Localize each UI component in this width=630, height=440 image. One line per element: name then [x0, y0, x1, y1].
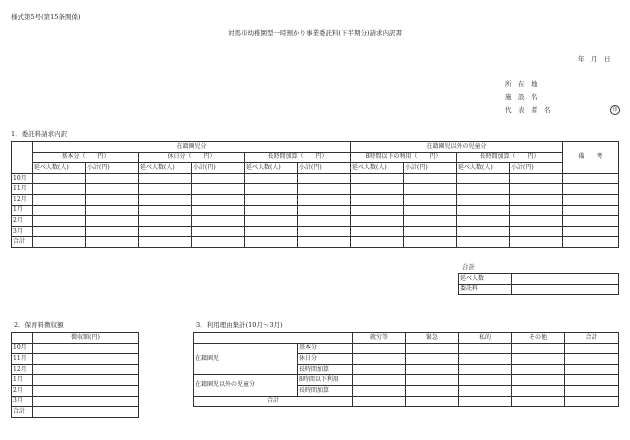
entry-cell[interactable]: [139, 184, 192, 195]
entry-cell[interactable]: [457, 226, 510, 237]
entry-cell[interactable]: [353, 396, 406, 407]
page-title: 対馬市幼稚園型一時預かり事業委託料(下半期分)請求内訳書: [227, 29, 403, 37]
entry-cell[interactable]: [245, 184, 298, 195]
entry-cell[interactable]: [353, 385, 406, 396]
summary-fee-label: 委託料: [459, 284, 512, 295]
entry-cell[interactable]: [563, 205, 619, 216]
entry-cell[interactable]: [353, 354, 406, 365]
entry-cell[interactable]: [139, 173, 192, 184]
row-label: 休日分: [298, 354, 353, 365]
entry-cell[interactable]: [510, 194, 563, 205]
entry-cell[interactable]: [33, 184, 86, 195]
entry-cell[interactable]: [139, 194, 192, 205]
col-emergency: 緊急: [406, 333, 459, 344]
row-label: 8時間以下利用: [298, 375, 353, 386]
form-number: 様式第5号(第15条関係): [11, 13, 81, 21]
entry-cell[interactable]: [139, 237, 192, 248]
remarks-header: 備 考: [563, 142, 619, 174]
entry-cell[interactable]: [86, 237, 139, 248]
entry-cell[interactable]: [565, 396, 619, 407]
persons-header: 延べ人数(人): [33, 163, 86, 174]
entry-cell[interactable]: [457, 216, 510, 227]
entry-cell[interactable]: [139, 226, 192, 237]
entry-cell[interactable]: [565, 385, 619, 396]
entry-cell[interactable]: [86, 216, 139, 227]
summary-table: [458, 273, 619, 295]
entry-cell[interactable]: [563, 173, 619, 184]
summary-fee-value[interactable]: [512, 284, 619, 295]
table-row: [12, 354, 139, 365]
extended-header: 長時間加算（ 円）: [245, 152, 351, 163]
enrolled-header: 在籍園児分: [33, 142, 351, 153]
entry-cell[interactable]: [510, 216, 563, 227]
entry-cell[interactable]: [459, 385, 512, 396]
entry-cell[interactable]: [192, 194, 245, 205]
entry-cell[interactable]: [512, 396, 565, 407]
entry-cell[interactable]: [351, 194, 404, 205]
month-label: 2月: [12, 216, 33, 227]
entry-cell[interactable]: [33, 375, 139, 386]
entry-cell[interactable]: [192, 184, 245, 195]
entry-cell[interactable]: [457, 237, 510, 248]
address-label: 所 在 地: [505, 80, 538, 88]
corner-cell: [194, 333, 353, 344]
collected-header: 徴収額(円): [33, 333, 139, 344]
under8-header: 8時間以下の利用（ 円）: [351, 152, 457, 163]
basic-header: 基本分（ 円）: [33, 152, 139, 163]
entry-cell[interactable]: [298, 173, 351, 184]
month-label: 10月: [12, 343, 33, 354]
entry-cell[interactable]: [565, 343, 619, 354]
enrolled-group: 在籍園児: [194, 343, 298, 375]
month-label: 合計: [12, 237, 33, 248]
section1-heading: 1．委託料請求内訳: [11, 130, 68, 138]
entry-cell[interactable]: [510, 237, 563, 248]
entry-cell[interactable]: [33, 385, 139, 396]
entry-cell[interactable]: [563, 184, 619, 195]
entry-cell[interactable]: [298, 216, 351, 227]
date-field: 年 月 日: [578, 55, 611, 63]
col-private: 私的: [459, 333, 512, 344]
month-label: 合計: [12, 407, 33, 418]
entry-cell[interactable]: [404, 173, 457, 184]
table-row: [12, 343, 139, 354]
table-row: [12, 364, 139, 375]
entry-cell[interactable]: [33, 354, 139, 365]
persons-header: 延べ人数(人): [351, 163, 404, 174]
entry-cell[interactable]: [563, 226, 619, 237]
entry-cell[interactable]: [459, 375, 512, 386]
entry-cell[interactable]: [406, 385, 459, 396]
table-row: [12, 184, 619, 195]
month-label: 1月: [12, 205, 33, 216]
subtotal-header: 小計(円): [192, 163, 245, 174]
corner-cell: [12, 142, 33, 174]
table-row: [12, 194, 619, 205]
entry-cell[interactable]: [351, 205, 404, 216]
row-label: 長時間加算: [298, 364, 353, 375]
fee-breakdown-table: [11, 141, 619, 248]
table-row: [12, 205, 619, 216]
entry-cell[interactable]: [86, 184, 139, 195]
entry-cell[interactable]: [298, 237, 351, 248]
representative-label: 代 表 者 名: [505, 106, 551, 114]
entry-cell[interactable]: [351, 173, 404, 184]
entry-cell[interactable]: [353, 343, 406, 354]
entry-cell[interactable]: [563, 194, 619, 205]
month-label: 3月: [12, 396, 33, 407]
entry-cell[interactable]: [86, 226, 139, 237]
entry-cell[interactable]: [512, 354, 565, 365]
entry-cell[interactable]: [404, 226, 457, 237]
entry-cell[interactable]: [406, 375, 459, 386]
entry-cell[interactable]: [563, 216, 619, 227]
entry-cell[interactable]: [245, 205, 298, 216]
entry-cell[interactable]: [565, 354, 619, 365]
entry-cell[interactable]: [406, 396, 459, 407]
section2-heading: 2．保育料徴収額: [14, 321, 64, 329]
entry-cell[interactable]: [510, 226, 563, 237]
subtotal-header: 小計(円): [404, 163, 457, 174]
entry-cell[interactable]: [459, 364, 512, 375]
entry-cell[interactable]: [457, 205, 510, 216]
entry-cell[interactable]: [33, 343, 139, 354]
entry-cell[interactable]: [33, 216, 86, 227]
entry-cell[interactable]: [512, 364, 565, 375]
subtotal-header: 小計(円): [298, 163, 351, 174]
reason-summary-table: [193, 332, 619, 407]
entry-cell[interactable]: [459, 343, 512, 354]
persons-header: 延べ人数(人): [139, 163, 192, 174]
month-label: 1月: [12, 375, 33, 386]
summary-persons-label: 延べ人数: [459, 274, 512, 285]
entry-cell[interactable]: [33, 237, 86, 248]
entry-cell[interactable]: [298, 226, 351, 237]
entry-cell[interactable]: [33, 396, 139, 407]
entry-cell[interactable]: [33, 194, 86, 205]
entry-cell[interactable]: [512, 375, 565, 386]
entry-cell[interactable]: [245, 194, 298, 205]
entry-cell[interactable]: [351, 184, 404, 195]
entry-cell[interactable]: [33, 226, 86, 237]
table-row: [12, 216, 619, 227]
non-enrolled-group: 在籍園児以外の児童分: [194, 375, 298, 396]
fee-collected-table: [11, 332, 139, 418]
entry-cell[interactable]: [563, 237, 619, 248]
month-label: 12月: [12, 364, 33, 375]
entry-cell[interactable]: [33, 205, 86, 216]
entry-cell[interactable]: [351, 237, 404, 248]
entry-cell[interactable]: [33, 173, 86, 184]
entry-cell[interactable]: [86, 173, 139, 184]
entry-cell[interactable]: [33, 407, 139, 418]
entry-cell[interactable]: [192, 226, 245, 237]
summary-title: 合計: [462, 263, 475, 271]
entry-cell[interactable]: [192, 173, 245, 184]
entry-cell[interactable]: [404, 237, 457, 248]
subtotal-header: 小計(円): [86, 163, 139, 174]
non-enrolled-header: 在籍園児以外の児童分: [351, 142, 563, 153]
section3-heading: 3．利用理由集計(10月～3月): [196, 321, 283, 329]
entry-cell[interactable]: [245, 226, 298, 237]
entry-cell[interactable]: [510, 205, 563, 216]
entry-cell[interactable]: [457, 194, 510, 205]
entry-cell[interactable]: [245, 216, 298, 227]
row-label: 基本分: [298, 343, 353, 354]
month-label: 3月: [12, 226, 33, 237]
month-label: 11月: [12, 184, 33, 195]
facility-label: 施 設 名: [505, 93, 538, 101]
entry-cell[interactable]: [406, 343, 459, 354]
entry-cell[interactable]: [406, 364, 459, 375]
entry-cell[interactable]: [192, 205, 245, 216]
entry-cell[interactable]: [565, 375, 619, 386]
entry-cell[interactable]: [245, 237, 298, 248]
month-label: 10月: [12, 173, 33, 184]
entry-cell[interactable]: [459, 354, 512, 365]
entry-cell[interactable]: [510, 184, 563, 195]
corner-cell: [12, 333, 33, 344]
entry-cell[interactable]: [457, 184, 510, 195]
entry-cell[interactable]: [404, 184, 457, 195]
month-label: 2月: [12, 385, 33, 396]
entry-cell[interactable]: [353, 375, 406, 386]
summary-persons-value[interactable]: [512, 274, 619, 285]
entry-cell[interactable]: [139, 205, 192, 216]
entry-cell[interactable]: [404, 205, 457, 216]
entry-cell[interactable]: [353, 364, 406, 375]
entry-cell[interactable]: [86, 194, 139, 205]
entry-cell[interactable]: [33, 364, 139, 375]
entry-cell[interactable]: [351, 226, 404, 237]
entry-cell[interactable]: [192, 216, 245, 227]
entry-cell[interactable]: [459, 396, 512, 407]
col-work: 就労等: [353, 333, 406, 344]
entry-cell[interactable]: [404, 194, 457, 205]
table-row: [12, 226, 619, 237]
entry-cell[interactable]: [510, 173, 563, 184]
row-label: 長時間加算: [298, 385, 353, 396]
entry-cell[interactable]: [245, 173, 298, 184]
entry-cell[interactable]: [406, 354, 459, 365]
entry-cell[interactable]: [298, 194, 351, 205]
entry-cell[interactable]: [457, 173, 510, 184]
subtotal-header: 小計(円): [510, 163, 563, 174]
total-label: 合計: [194, 396, 353, 407]
table-row: [12, 396, 139, 407]
holiday-header: 休日分（ 円）: [139, 152, 245, 163]
col-total: 合計: [565, 333, 619, 344]
table-row: [12, 385, 139, 396]
entry-cell[interactable]: [512, 343, 565, 354]
extended2-header: 長時間加算（ 円）: [457, 152, 563, 163]
entry-cell[interactable]: [86, 205, 139, 216]
table-row: [12, 407, 139, 418]
entry-cell[interactable]: [404, 216, 457, 227]
month-label: 12月: [12, 194, 33, 205]
entry-cell[interactable]: [192, 237, 245, 248]
entry-cell[interactable]: [565, 364, 619, 375]
entry-cell[interactable]: [351, 216, 404, 227]
col-other: その他: [512, 333, 565, 344]
entry-cell[interactable]: [139, 216, 192, 227]
entry-cell[interactable]: [298, 184, 351, 195]
table-row: [12, 375, 139, 386]
table-row: [12, 173, 619, 184]
table-row: [12, 237, 619, 248]
persons-header: 延べ人数(人): [245, 163, 298, 174]
seal-icon: 印: [610, 105, 620, 115]
month-label: 11月: [12, 354, 33, 365]
persons-header: 延べ人数(人): [457, 163, 510, 174]
entry-cell[interactable]: [512, 385, 565, 396]
entry-cell[interactable]: [298, 205, 351, 216]
